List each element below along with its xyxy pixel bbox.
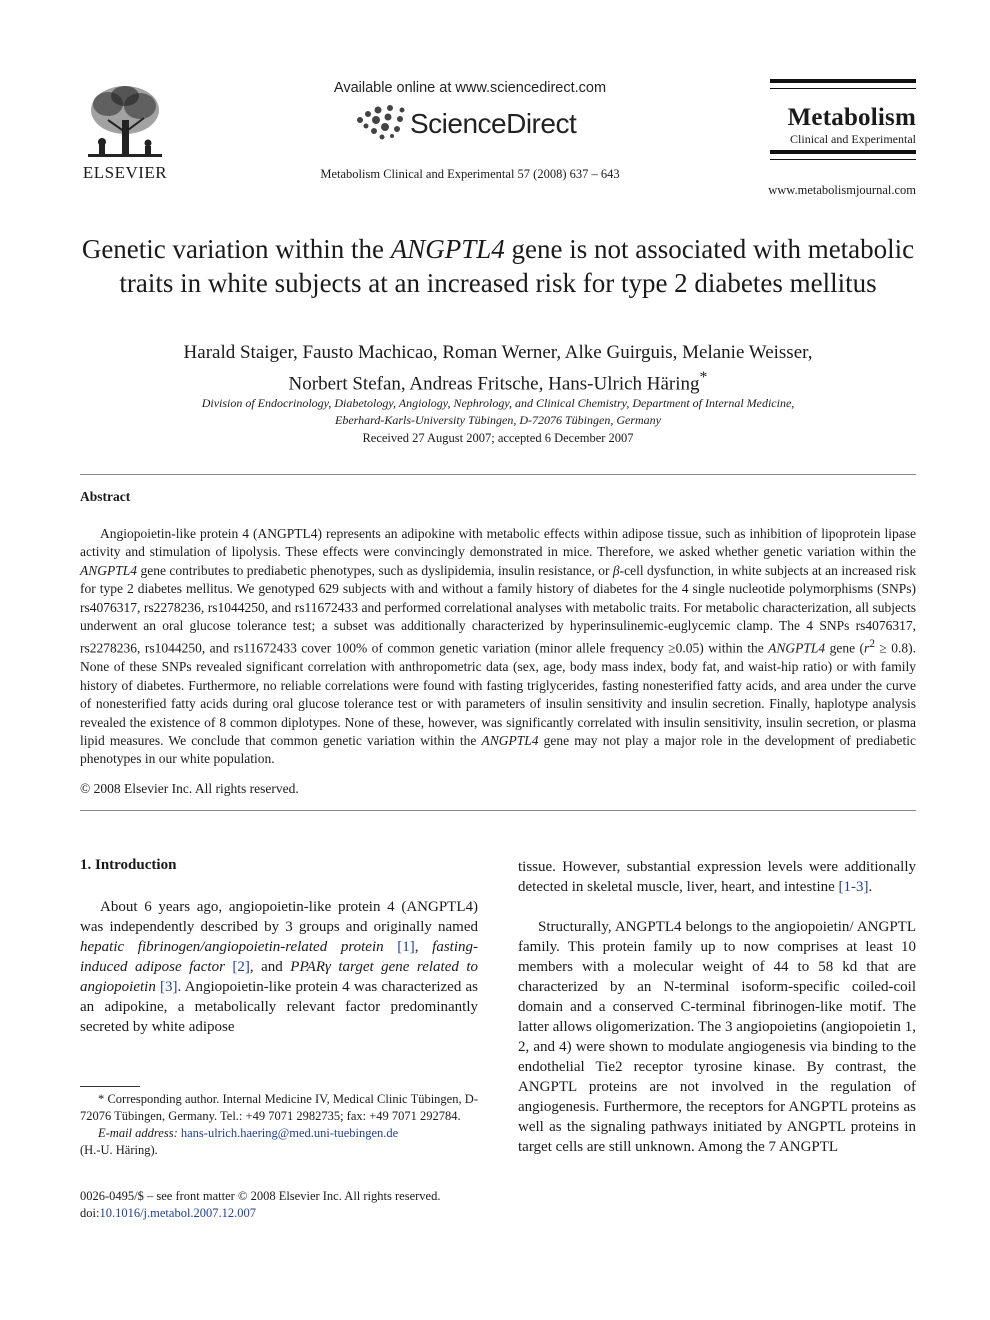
affiliation-line: Eberhard-Karls-University Tübingen, D-72076 Tübingen, Germany	[335, 413, 661, 427]
abstract-text: gene may not play a major role in the development of prediabetic phenotypes in our white population.	[80, 732, 917, 767]
divider	[80, 810, 916, 811]
footnote-mark: *	[98, 1092, 105, 1106]
abstract-text: gene contributes to prediabetic phenotypes, such as dyslipidemia, insulin resistance, or	[137, 562, 613, 578]
body-text: About 6 years ago, angiopoietin-like protein 4 (ANGPTL4) was independently described by 3 groups and originally named	[80, 899, 478, 935]
abstract-body	[80, 525, 916, 769]
beta-symbol: β	[612, 562, 620, 578]
title-text: Genetic variation within the	[81, 234, 391, 264]
gene-name: ANGPTL4	[481, 732, 539, 748]
r-exponent: 2	[869, 638, 875, 651]
italic-term: hepatic fibrinogen/angiopoietin-related protein	[80, 939, 384, 955]
italic-term: PPARγ target gene related to angiopoietin	[80, 959, 478, 995]
body-text: ,	[414, 939, 433, 955]
divider	[80, 474, 916, 475]
authors-line2: Norbert Stefan, Andreas Fritsche, Hans-Ulrich Häring	[288, 373, 700, 395]
journal-citation: Metabolism Clinical and Experimental 57 (2008) 637 – 643	[320, 167, 620, 181]
intro-paragraph-2: Structurally, ANGPTL4 belongs to the angiopoietin/ ANGPTL family. This protein family up to now comprises at least 10 members with a molecular weight of 44 to 58 kd that are characterized by an N-terminal isoform-specific coiled-coil domain and a conserved C-terminal fibrinogen-like motif. The latter allows oligomerization. The 3 angiopoietins (angiopoietin 1, 2, and 4) were shown to modulate angiogenesis via binding to the endothelial Tie2 receptor tyrosine kinase. By contrast, the ANGPTL proteins are not involved in the regulation of angiogenesis. Furthermore, the receptors for ANGPTL proteins as well as the signaling pathways initiated by ANGPTL proteins in target cells are still unknown. Among the 7 ANGPTL	[518, 919, 916, 1155]
article-title	[80, 232, 916, 300]
issn-line: 0026-0495/$ – see front matter © 2008 Elsevier Inc. All rights reserved.	[80, 1189, 441, 1203]
intro-paragraph-1-continued	[518, 857, 916, 897]
footnote-rule	[80, 1086, 140, 1087]
gene-name: ANGPTL4	[768, 640, 826, 656]
title-text: gene is not associated with metabolic traits in white subjects at an increased risk for type 2 diabetes mellitus	[119, 234, 915, 298]
front-matter-info	[80, 1188, 478, 1222]
footnote-body: Corresponding author. Internal Medicine IV, Medical Clinic Tübingen, D-72076 Tübingen, Germany. Tel.: +49 7071 2982735; fax: +49 7071 292784.	[80, 1092, 478, 1123]
gene-name: ANGPTL4	[80, 562, 138, 578]
doi-line	[80, 1205, 478, 1222]
received-dates: Received 27 August 2007; accepted 6 December 2007	[362, 431, 634, 445]
email-link[interactable]: hans-ulrich.haering@med.uni-tuebingen.de	[180, 1126, 399, 1140]
r-symbol: r	[864, 640, 870, 656]
abstract-text: -cell dysfunction, in white subjects at an increased risk for type 2 diabetes mellitus. We genotyped 629 subjects with and without a family history of diabetes for the 4 single nucleotide polymorphisms (SNPs) rs4076317, rs2278236, rs1044250, and rs11672433 and performed correlational analyses with metabolic traits. For metabolic characterization, all subjects underwent an oral glucose tolerance test; a subset was additionally characterized by hyperinsulinemic-euglycemic clamp. The 4 SNPs rs4076317, rs2278236, rs1044250, and rs11672433 cover 100% of common genetic variation (minor allele frequency ≥0.05) within the	[80, 562, 916, 656]
available-online-text: Available online at www.sciencedirect.com	[333, 80, 607, 96]
footnote-text	[80, 1091, 478, 1125]
body-text: tissue. However, substantial expression levels were additionally detected in skeletal muscle, liver, heart, and intestine	[518, 859, 916, 895]
title-gene: ANGPTL4	[390, 234, 505, 264]
citation-link[interactable]: [3]	[160, 979, 178, 995]
intro-paragraph-1	[80, 897, 478, 1037]
abstract-text: Angiopoietin-like protein 4 (ANGPTL4) represents an adipokine with metabolic effects within adipose tissue, such as inhibition of lipoprotein lipase activity and stimulation of lipolysis. These effects were convincingly demonstrated in mice. Therefore, we asked whether genetic variation within the	[80, 526, 916, 560]
doi-link[interactable]: 10.1016/j.metabol.2007.12.007	[99, 1206, 257, 1220]
author-list	[80, 340, 916, 396]
masthead-rule	[770, 159, 916, 160]
sciencedirect-wordmark: ScienceDirect	[410, 108, 577, 139]
email-label: E-mail address:	[98, 1126, 178, 1140]
corresponding-author-footnote	[80, 1091, 478, 1159]
journal-url[interactable]: www.metabolismjournal.com	[768, 183, 916, 197]
citation-link[interactable]: [1-3]	[838, 879, 869, 895]
citation-link[interactable]: [2]	[232, 959, 250, 975]
abstract-copyright: © 2008 Elsevier Inc. All rights reserved.	[80, 781, 299, 796]
footnote-email	[80, 1125, 478, 1142]
body-text: , and	[249, 959, 291, 975]
abstract-text: ≥ 0.8). None of these SNPs revealed significant correlation with anthropometric data (sex, age, body mass index, body fat, and waist-hip ratio) or with family history of diabetes. Furthermore, no reliable correlations were found with fasting triglycerides, fasting nonesterified fatty acids, and area under the curve of nonesterified fatty acids during oral glucose tolerance test or with parameters of insulin sensitivity and insulin secretion. Finally, haplotype analysis revealed the existence of 8 common diplotypes. None of these, however, was significantly correlated with insulin sensitivity, insulin secretion, or plasma lipid measures. We conclude that common genetic variation within the	[80, 640, 917, 748]
doi-label: doi:	[80, 1206, 100, 1220]
masthead-rule	[770, 150, 916, 154]
authors-line	[80, 365, 916, 396]
body-text: .	[868, 879, 873, 895]
authors-line: Harald Staiger, Fausto Machicao, Roman Werner, Alke Guirguis, Melanie Weisser,	[183, 342, 813, 363]
masthead-rule	[770, 79, 916, 83]
italic-term: fasting-induced adipose factor	[80, 939, 478, 975]
abstract-text: gene (	[825, 640, 865, 656]
section-heading-introduction: 1. Introduction	[80, 857, 177, 873]
journal-title: Metabolism	[787, 104, 916, 131]
body-text: . Angiopoietin-like protein 4 was characterized as an adipokine, a metabolically relevant factor predominantly secreted by white adipose	[80, 979, 479, 1035]
citation-link[interactable]: [1]	[397, 939, 415, 955]
corresponding-mark[interactable]: *	[699, 369, 708, 386]
abstract-heading: Abstract	[80, 489, 131, 504]
masthead-rule	[770, 88, 916, 89]
elsevier-wordmark: ELSEVIER	[82, 163, 168, 182]
journal-subtitle: Clinical and Experimental	[790, 132, 916, 146]
affiliation-line: Division of Endocrinology, Diabetology, Angiology, Nephrology, and Clinical Chemistry, Department of Internal Medicine,	[201, 396, 795, 410]
affiliation	[80, 395, 916, 429]
footnote-email-name: (H.-U. Häring).	[80, 1143, 158, 1157]
